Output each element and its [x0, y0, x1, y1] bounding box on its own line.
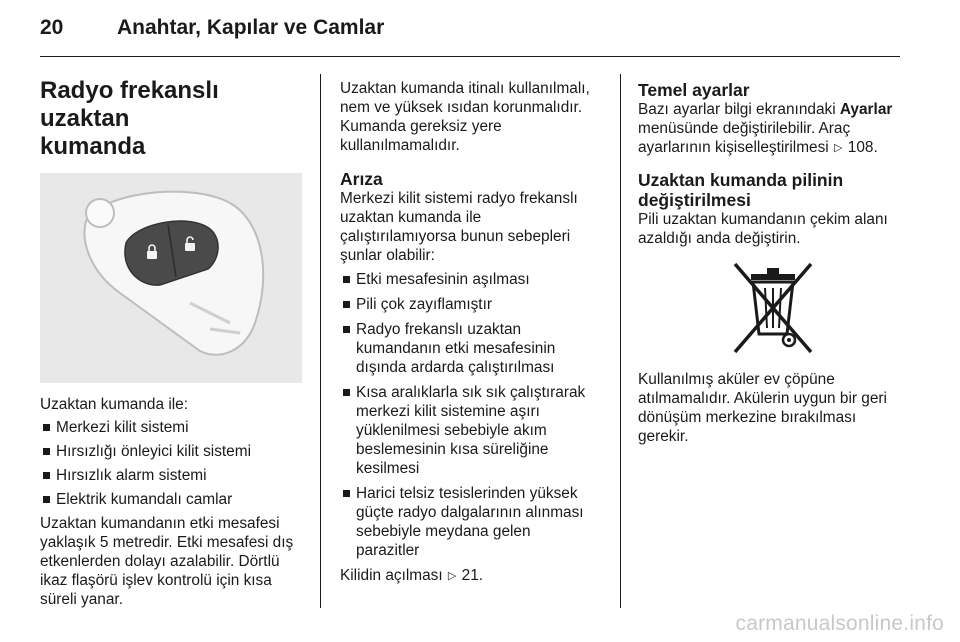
watermark: carmanualsonline.info	[735, 612, 944, 635]
list-item: Elektrik kumandalı camlar	[40, 490, 308, 509]
page-number: 20	[40, 16, 64, 39]
column-1	[40, 77, 308, 609]
list-item: Kısa aralıklarla sık sık çalıştırarak merkezi kilit sistemine aşırı yüklenilmesi sebebiyle akım beslemesinin kısa süreliğine kesilmesi	[340, 383, 612, 478]
basic-settings-text: Bazı ayarlar bilgi ekranındaki Ayarlar menüsünde değiştirilebilir. Araç ayarlarının kişiselleştirilmesi ▷ 108.	[638, 101, 893, 156]
fault-intro: Merkezi kilit sistemi radyo frekanslı uzaktan kumanda ile çalıştırılamıyorsa bunun sebepleri şunlar olabilir:	[340, 190, 578, 264]
running-title: Anahtar, Kapılar ve Camlar	[117, 16, 385, 39]
list-item: Hırsızlık alarm sistemi	[40, 466, 308, 485]
column-2	[340, 79, 612, 586]
battery-heading: Uzaktan kumanda pilinin değiştirilmesi	[638, 170, 844, 210]
section-title-line: Radyo frekanslı uzaktan	[40, 77, 219, 132]
care-paragraph: Uzaktan kumanda itinalı kullanılmalı, nem ve yüksek ısıdan korunmalıdır. Kumanda gereksiz yere kullanılmamalıdır.	[340, 80, 590, 154]
disposal-text: Kullanılmış aküler ev çöpüne atılmamalıdır. Akülerin uygun bir geri dönüşüm merkezine bırakılması gerekir.	[638, 371, 887, 445]
list-item: Radyo frekanslı uzaktan kumandanın etki mesafesinin dışında ardarda çalıştırılması	[340, 320, 612, 377]
column-3	[638, 80, 908, 446]
column-divider	[320, 74, 321, 608]
list-item: Hırsızlığı önleyici kilit sistemi	[40, 442, 308, 461]
section-title-line: kumanda	[40, 133, 146, 160]
settings-menu-name: Ayarlar	[839, 101, 893, 118]
header-rule	[40, 56, 900, 57]
column-divider	[620, 74, 621, 608]
list-item: Merkezi kilit sistemi	[40, 418, 308, 437]
intro-text: Uzaktan kumanda ile:	[40, 396, 188, 413]
page-reference-icon: ▷	[447, 570, 457, 582]
page-reference-icon: ▷	[834, 142, 843, 154]
section-title	[40, 77, 308, 161]
fault-heading: Arıza	[340, 169, 383, 189]
battery-text: Pili uzaktan kumandanın çekim alanı azaldığı anda değiştirin.	[638, 211, 888, 247]
remote-key-illustration	[40, 173, 302, 383]
personalization-reference[interactable]: ayarlarının kişiselleştirilmesi ▷ 108.	[638, 139, 878, 156]
fault-list	[340, 270, 612, 560]
list-item: Etki mesafesinin aşılması	[340, 270, 612, 289]
crossed-bin-icon	[721, 256, 825, 360]
list-item: Pili çok zayıflamıştır	[340, 295, 612, 314]
unlock-reference[interactable]: Kilidin açılması ▷ 21.	[340, 567, 484, 584]
basic-settings-heading: Temel ayarlar	[638, 80, 750, 100]
feature-list	[40, 418, 308, 509]
list-item: Harici telsiz tesislerinden yüksek güçte radyo dalgalarının alınması sebebiyle meydana gelen parazitler	[340, 484, 612, 560]
range-paragraph: Uzaktan kumandanın etki mesafesi yaklaşık 5 metredir. Etki mesafesi dış etkenlerden dolayı azalabilir. Dörtlü ikaz flaşörü işlev kontrolü için kısa süreli yanar.	[40, 515, 294, 608]
